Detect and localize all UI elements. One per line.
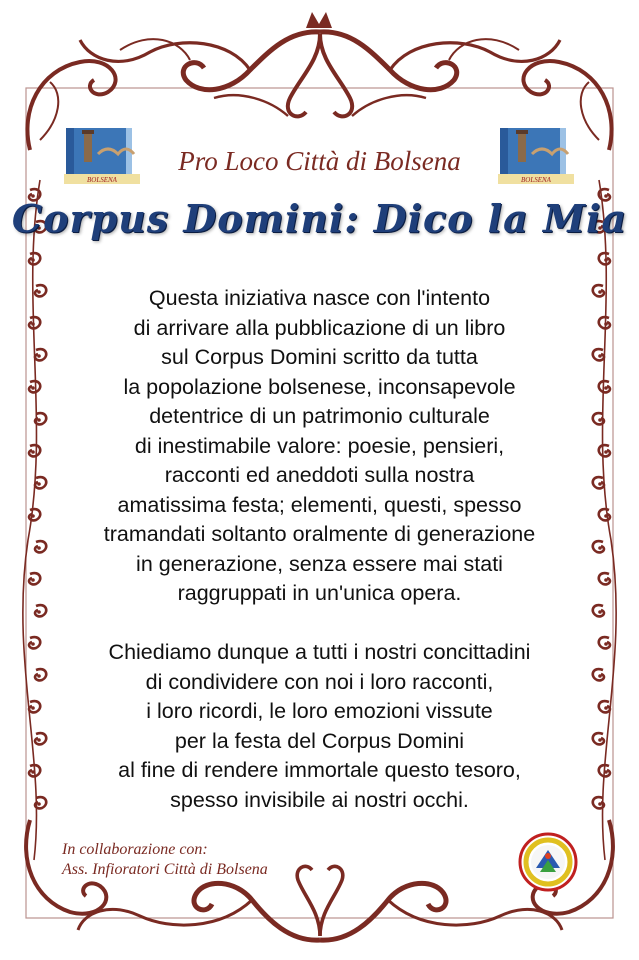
collaboration-name: Ass. Infioratori Città di Bolsena [62, 861, 268, 878]
organization-name: Pro Loco Città di Bolsena [178, 146, 461, 176]
paragraph-1-line: in generazione, senza essere mai stati [136, 551, 503, 576]
paragraph-2-line: i loro ricordi, le loro emozioni vissute [146, 699, 493, 723]
svg-text:BOLSENA: BOLSENA [87, 176, 117, 184]
paragraph-1-line: di inestimabile valore: poesie, pensieri, [134, 433, 505, 458]
paragraph-2-line: al fine di rendere immortale questo tesoro, [118, 758, 521, 782]
paragraph-1-line: raggruppati in un'unica opera. [177, 581, 462, 605]
paragraph-2-line: per la festa del Corpus Domini [174, 728, 465, 753]
paragraph-2-line: spesso invisibile ai nostri occhi. [170, 787, 469, 812]
paragraph-1-line: amatissima festa; elementi, questi, spesso [117, 492, 522, 517]
paragraph-2-line: Chiediamo dunque a tutti i nostri concittadini [108, 640, 531, 664]
paragraph-1-line: detentrice di un patrimonio culturale [149, 404, 490, 428]
paragraph-2-line: di condividere con noi i loro racconti, [145, 669, 494, 694]
paragraph-1-line: Questa iniziativa nasce con l'intento [148, 286, 491, 310]
paragraph-1-line: racconti ed aneddoti sulla nostra [164, 463, 475, 487]
paragraph-gap [60, 609, 579, 639]
infioratori-badge-icon [518, 832, 578, 892]
crown-ornament [80, 12, 560, 116]
paragraph-1-line: di arrivare alla pubblicazione di un libro [133, 315, 506, 340]
paragraph-1-line: tramandati soltanto oralmente di generazione [103, 522, 536, 546]
paragraph-1-line: sul Corpus Domini scritto da tutta [161, 345, 478, 369]
collaboration-label: In collaborazione con: [62, 841, 208, 858]
page-title: Corpus Domini: Dico la Mia [11, 196, 628, 241]
body-text [60, 284, 579, 815]
svg-text:BOLSENA: BOLSENA [521, 176, 551, 184]
paragraph-1-line: la popolazione bolsenese, inconsapevole [123, 374, 516, 399]
collaboration-note [62, 840, 268, 880]
